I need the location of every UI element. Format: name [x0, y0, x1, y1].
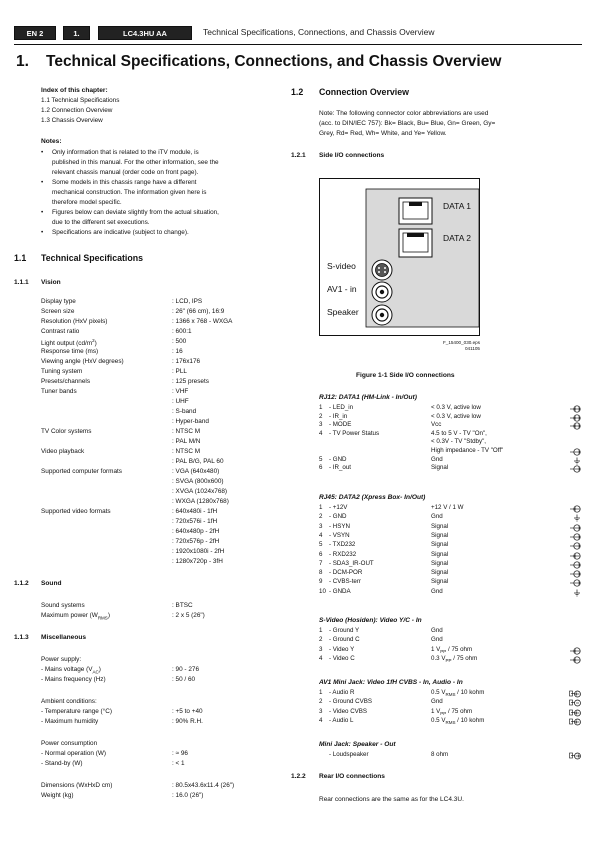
- chapter-badge-text: 1.: [73, 28, 80, 38]
- pin-description-value: Gnd: [431, 698, 443, 706]
- pin-description: Signal: [431, 541, 449, 549]
- spec-label: Supported video formats: [41, 508, 111, 515]
- spec-value: : WXGA (1280x768): [172, 498, 229, 505]
- pin-description: [431, 646, 472, 654]
- pin-name: - Video Y: [329, 645, 355, 653]
- pin-name: - HSYN: [329, 522, 350, 530]
- pin-number: 1: [319, 689, 323, 696]
- spec-row: [41, 298, 203, 305]
- pin-row: [319, 636, 581, 645]
- color-note-line: Note: The following connector color abbreviations are used: [319, 110, 489, 117]
- pin-name: - CVBS-terr: [329, 578, 361, 586]
- spec-label: Viewing angle (HxV degrees): [41, 358, 124, 365]
- pin-description-subscript: PP: [440, 710, 447, 716]
- spec-label: TV Color systems: [41, 428, 92, 435]
- index-item: 1.3 Chassis Overview: [41, 117, 103, 124]
- spec-value: : PAL B/G, PAL 60: [172, 458, 224, 465]
- spec-value: : 90 - 276: [172, 666, 200, 673]
- subsection-title: Vision: [41, 279, 61, 286]
- spec-value: : 125 presets: [172, 378, 209, 385]
- pin-name: - Loudspeaker: [329, 751, 369, 758]
- note-line: Only information that is related to the iTV module, is: [52, 149, 199, 156]
- spec-value: : 26" (66 cm), 16:9: [172, 308, 225, 315]
- output-arrow-icon: [569, 561, 581, 569]
- spec-value: : 176x176: [172, 358, 201, 365]
- pin-description: Signal: [431, 559, 449, 567]
- pin-description-tail: / 75 ohm: [446, 707, 473, 715]
- note-item: • Figures below can deviate slightly from the actual situation, due to the different set executions.: [41, 208, 261, 228]
- pin-name: - GND: [329, 455, 347, 463]
- spec-value: : 16.0 (26"): [172, 792, 204, 799]
- pin-description: Gnd: [431, 627, 443, 634]
- pin-description: [431, 655, 477, 663]
- pin-description: Signal: [431, 522, 449, 530]
- spec-row: [41, 708, 203, 715]
- color-note: [319, 109, 495, 138]
- subsection-title: Sound: [41, 580, 62, 587]
- pin-description: Gnd: [431, 455, 443, 463]
- pin-row: [319, 588, 581, 597]
- subsection-number: 1.2.2: [291, 773, 306, 780]
- spec-row: [41, 358, 201, 365]
- av1-label: AV1 - in: [327, 284, 357, 294]
- output-arrow-icon: [569, 465, 581, 473]
- pin-name: - RXD232: [329, 550, 357, 558]
- spec-value: : NTSC M: [172, 448, 201, 455]
- pin-description: Gnd: [431, 587, 443, 595]
- spec-label: Sound systems: [41, 602, 85, 609]
- spec-value: : 90% R.H.: [172, 718, 203, 725]
- spec-row: [41, 792, 204, 799]
- input-arrow-icon: [569, 552, 581, 560]
- pin-number: 7: [319, 559, 323, 567]
- model-badge: [98, 26, 192, 40]
- pin-name: - Video CVBS: [329, 707, 368, 715]
- spec-label: Dimensions (WxHxD cm): [41, 782, 113, 789]
- color-note-line: Grey, Rd= Red, Wh= White, and Ye= Yellow.: [319, 129, 447, 137]
- spec-label: Video playback: [41, 448, 85, 455]
- av1-table-title: AV1 Mini Jack: Video 1fH CVBS - In, Audio - In: [319, 679, 463, 686]
- pin-description-tail: / 10 kohm: [455, 716, 485, 724]
- rj45-contacts: [407, 233, 424, 237]
- pin-row: [319, 464, 581, 473]
- spec-value: : 640x480i - 1fH: [172, 508, 218, 515]
- pin-number: 3: [319, 645, 323, 653]
- spec-label: - Stand-by (W): [41, 760, 83, 767]
- spec-value: : VGA (640x480): [172, 468, 220, 475]
- pin-name: - TV Power Status: [329, 429, 380, 437]
- note-line: Specifications are indicative (subject to change).: [52, 229, 189, 236]
- pin-row: [319, 698, 581, 707]
- header-rule: [14, 44, 582, 45]
- pin-row: [319, 646, 581, 655]
- pin-number: 2: [319, 513, 323, 521]
- spec-label: Light output (cd/m: [41, 340, 93, 348]
- pin-description-subscript: RMS: [445, 720, 456, 726]
- spec-value: : 1366 x 768 - WXGA: [172, 318, 233, 325]
- subsection-number: 1.1.2: [14, 580, 29, 587]
- spec-row: [41, 760, 185, 767]
- spec-value: : 2 x 5 (26"): [172, 612, 205, 619]
- note-item: • Some models in this chassis range have a different mechanical construction. The information given here is therefore model specific.: [41, 178, 261, 207]
- output-arrow-icon: [569, 533, 581, 541]
- note-item: • Only information that is related to the iTV module, is published in this manual. For the other information, see the relevant chassis manual (order code on front page).: [41, 148, 261, 177]
- index-item: 1.1 Technical Specifications: [41, 97, 120, 104]
- spec-group-label: Ambient conditions:: [41, 698, 97, 705]
- spec-label: Display type: [41, 298, 76, 305]
- spec-row: [41, 718, 203, 725]
- pin-description-value: 1 V: [431, 707, 441, 715]
- spec-label: - Normal operation (W): [41, 750, 106, 757]
- pin-row: [319, 551, 581, 560]
- pin-number: 4: [319, 429, 323, 437]
- spec-label: Contrast ratio: [41, 328, 80, 335]
- pin-description: High impedance - TV "Off": [431, 447, 504, 454]
- pin-name: - IR_in: [329, 412, 348, 420]
- pin-number: 3: [319, 707, 323, 715]
- pin-number: 6: [319, 550, 323, 558]
- pin-row: [319, 532, 581, 541]
- pin-row: [319, 504, 581, 513]
- chapter-title: [16, 53, 501, 71]
- spec-label-subscript: AC: [92, 669, 99, 675]
- pin-row: [319, 560, 581, 569]
- subsection-number: 1.1.1: [14, 279, 29, 286]
- section-number: 1.2: [291, 87, 304, 97]
- chapter-badge: [63, 26, 90, 40]
- av1-jack-center: [380, 290, 384, 294]
- spec-label: Tuner bands: [41, 388, 77, 395]
- svideo-table-title: S-Video (Hosiden): Video Y/C - In: [319, 617, 422, 624]
- language-badge: [14, 26, 56, 40]
- pin-description-value: 0.5 V: [431, 689, 446, 696]
- subsection-title: Side I/O connections: [319, 152, 385, 159]
- note-line: due to the different set executions.: [52, 218, 150, 226]
- spec-label-tail: ): [107, 612, 110, 619]
- spec-label: - Mains voltage (V: [41, 666, 93, 673]
- pin-name: - Audio R: [329, 689, 355, 696]
- spec-group-label: Power consumption: [41, 740, 98, 747]
- pin-row: [319, 578, 581, 587]
- pin-description: < 0.3 V, active low: [431, 404, 481, 411]
- spec-label: - Maximum humidity: [41, 718, 99, 725]
- spec-label-subscript: RMS: [97, 615, 108, 621]
- pin-name: - LED_in: [329, 404, 354, 411]
- output-arrow-icon: [569, 579, 581, 587]
- figure-file-name: F_15400_030.eps: [442, 340, 480, 345]
- pin-number: 10: [319, 587, 326, 595]
- spec-value: : +5 to +40: [172, 708, 203, 715]
- pin-description: [431, 689, 484, 697]
- chapter-title-text: Technical Specifications, Connections, and Chassis Overview: [46, 53, 502, 70]
- spec-row: [41, 318, 233, 325]
- spec-value: : 500: [172, 338, 187, 345]
- spec-value: : BTSC: [172, 602, 193, 609]
- pin-name: - +12V: [329, 504, 348, 511]
- note-line: mechanical construction. The information given here is: [52, 188, 207, 196]
- input-arrow-icon: [569, 505, 581, 513]
- side-io-figure: [319, 178, 480, 336]
- pin-row: [319, 523, 581, 532]
- pin-number: 2: [319, 412, 323, 420]
- spec-value: : XVGA (1024x768): [172, 488, 228, 495]
- spec-label: Response time (ms): [41, 348, 99, 355]
- running-header-title: Technical Specifications, Connections, and Chassis Overview: [203, 27, 435, 37]
- pin-name: - GNDA: [329, 587, 351, 595]
- section-number: 1.1: [14, 253, 27, 263]
- minijack-table-title: Mini Jack: Speaker - Out: [319, 741, 396, 748]
- pin-description: 4.5 to 5 V - TV "On",: [431, 429, 487, 437]
- language-badge-text: EN 2: [26, 28, 44, 38]
- pin-row: [319, 689, 581, 698]
- pin-number: 4: [319, 531, 323, 539]
- pin-row: [319, 627, 581, 636]
- pin-description: +12 V / 1 W: [431, 504, 464, 511]
- figure-file-ref: [420, 340, 480, 352]
- spec-value: : 720x576p - 2fH: [172, 538, 220, 545]
- spec-row: [41, 602, 193, 609]
- pin-description: Signal: [431, 578, 449, 586]
- data1-label: DATA 1: [443, 201, 472, 211]
- pin-number: 6: [319, 464, 323, 472]
- spec-row: [41, 508, 218, 515]
- spec-value: : 640x480p - 2fH: [172, 528, 220, 535]
- pin-description-value: 0.3 V: [431, 654, 446, 662]
- rj45-table-title: RJ45: DATA2 (Xpress Box- In/Out): [319, 494, 426, 501]
- pin-row: [319, 751, 581, 760]
- pin-description: [431, 698, 443, 705]
- notes-heading: Notes:: [41, 138, 62, 145]
- spec-value: : 80.5x43.6x11.4 (26"): [172, 782, 235, 789]
- note-line: published in this manual. For the other information, see the: [52, 158, 219, 166]
- spec-row: [41, 676, 196, 683]
- pin-number: 8: [319, 569, 323, 577]
- subsection-title: Miscellaneous: [41, 634, 87, 641]
- pin-number: 4: [319, 654, 323, 662]
- pin-description: Signal: [431, 569, 449, 577]
- pin-description-subscript: RMS: [445, 692, 456, 698]
- spec-row: [41, 388, 189, 395]
- speaker-jack-center: [380, 313, 384, 317]
- pin-description: Gnd: [431, 636, 443, 644]
- spec-value: : UHF: [172, 398, 189, 405]
- note-line: relevant chassis manual (order code on front page).: [52, 168, 199, 176]
- pin-number: 5: [319, 541, 323, 549]
- pin-description: Signal: [431, 464, 449, 472]
- ground-icon: [569, 589, 581, 597]
- index-item: 1.2 Connection Overview: [41, 107, 113, 114]
- pin-number: 5: [319, 455, 323, 463]
- spec-label: - Mains frequency (Hz): [41, 676, 106, 683]
- spec-value: : 600:1: [172, 328, 192, 335]
- pin-number: 1: [319, 404, 323, 411]
- pin-description: Signal: [431, 531, 449, 539]
- pin-description: < 0.3 V, active low: [431, 412, 481, 420]
- spec-value: : SVGA (800x600): [172, 478, 224, 485]
- spec-value: : PLL: [172, 368, 187, 375]
- jack-symbol-icon: [569, 752, 581, 760]
- spec-row: [41, 338, 187, 348]
- note-line: Some models in this chassis range have a different: [52, 179, 197, 186]
- pin-number: 9: [319, 578, 323, 586]
- pin-row: [319, 655, 581, 664]
- spec-value: : S-band: [172, 408, 197, 415]
- chapter-number: 1.: [16, 53, 29, 70]
- input-arrow-icon: [569, 656, 581, 664]
- jack-symbol-icon: [569, 699, 581, 707]
- pin-row: [319, 569, 581, 578]
- pin-name: - VSYN: [329, 531, 350, 539]
- spec-row: [41, 428, 201, 435]
- rj12-table-title: RJ12: DATA1 (HM-Link - In/Out): [319, 394, 417, 401]
- spec-label: Weight (kg): [41, 792, 74, 799]
- pin-number: 3: [319, 421, 323, 429]
- jack-symbol-icon: [569, 718, 581, 726]
- pin-description-subscript: PP: [440, 648, 447, 654]
- pin-number: 1: [319, 504, 323, 511]
- spec-label-tail: ): [98, 666, 101, 673]
- pin-description: < 0.3V - TV "Stdby",: [431, 438, 487, 446]
- spec-row: [41, 782, 235, 789]
- jack-symbol-icon: [569, 709, 581, 717]
- spec-value: : 16: [172, 348, 183, 355]
- pin-description-value: 1 V: [431, 645, 441, 653]
- spec-label: Maximum power (W: [41, 612, 98, 619]
- pin-row: [319, 541, 581, 550]
- spec-label-superscript: 2: [92, 338, 95, 343]
- spec-row: [41, 612, 205, 621]
- pin-description: Signal: [431, 550, 449, 558]
- pin-description-tail: / 75 ohm: [446, 645, 473, 653]
- rear-io-text: Rear connections are the same as for the LC4.3U.: [319, 796, 464, 803]
- pin-number: 2: [319, 636, 323, 644]
- pin-name: - Video C: [329, 654, 355, 662]
- pin-row: [319, 708, 581, 717]
- pin-description: Gnd: [431, 513, 443, 521]
- spec-value: : ≈ 96: [172, 750, 188, 757]
- spec-value: : LCD, IPS: [172, 298, 203, 305]
- spec-label: Screen size: [41, 308, 75, 315]
- section-title: Technical Specifications: [41, 253, 144, 263]
- pin-number: 2: [319, 698, 323, 706]
- output-arrow-icon: [569, 570, 581, 578]
- spec-label: Tuning system: [41, 368, 83, 375]
- jack-symbol-icon: [569, 690, 581, 698]
- pin-description: 8 ohm: [431, 751, 449, 758]
- pin-description-tail: / 75 ohm: [451, 654, 478, 662]
- pin-name: - Ground CVBS: [329, 698, 372, 706]
- pin-name: - DCM-POR: [329, 569, 363, 577]
- note-line: Figures below can deviate slightly from the actual situation,: [52, 209, 219, 216]
- pin-description-value: 0.5 V: [431, 716, 446, 724]
- spec-row: [41, 308, 225, 315]
- note-item: • Specifications are indicative (subject to change).: [41, 228, 261, 238]
- spec-value: : 1920x1080i - 2fH: [172, 548, 225, 555]
- spec-value: : PAL M/N: [172, 438, 201, 445]
- pin-number: 3: [319, 522, 323, 530]
- ground-icon: [569, 514, 581, 522]
- svideo-label: S-video: [327, 261, 356, 271]
- note-line: therefore model specific.: [52, 198, 122, 206]
- pin-name: - GND: [329, 513, 347, 521]
- pin-number: 4: [319, 716, 323, 724]
- pin-description-subscript: PP: [445, 658, 452, 664]
- color-note-line: (acc. to DIN/IEC 757): Bk= Black, Bu= Blue, Gn= Green, Gy=: [319, 119, 496, 127]
- output-arrow-icon: [569, 524, 581, 532]
- input-arrow-icon: [569, 647, 581, 655]
- spec-row: [41, 666, 200, 675]
- speaker-label: Speaker: [327, 307, 359, 317]
- pin-description: [431, 708, 472, 716]
- pin-name: - Ground Y: [329, 627, 360, 634]
- model-badge-text: LC4.3HU AA: [123, 28, 167, 38]
- spec-row: [41, 348, 183, 355]
- rj12-contacts: [409, 202, 422, 206]
- spec-group-label: Power supply:: [41, 656, 82, 663]
- spec-label: Resolution (HxV pixels): [41, 318, 108, 325]
- spec-value: : < 1: [172, 760, 185, 767]
- pin-name: - Audio L: [329, 716, 354, 724]
- spec-value: : 50 / 60: [172, 676, 196, 683]
- spec-row: [41, 448, 201, 455]
- spec-label: Supported computer formats: [41, 468, 122, 475]
- pin-description: [431, 717, 484, 725]
- output-arrow-icon: [569, 542, 581, 550]
- subsection-number: 1.1.3: [14, 634, 29, 641]
- pin-name: - MODE: [329, 421, 352, 429]
- data2-label: DATA 2: [443, 233, 472, 243]
- spec-value: : Hyper-band: [172, 418, 209, 425]
- pin-number: 1: [319, 627, 323, 634]
- pin-name: - IR_out: [329, 464, 352, 472]
- spec-value: : 1280x720p - 3fH: [172, 558, 223, 565]
- subsection-number: 1.2.1: [291, 152, 306, 159]
- figure-file-date: 041105: [465, 346, 480, 351]
- spec-value: : NTSC M: [172, 428, 201, 435]
- spec-label-tail: ): [94, 340, 97, 348]
- svideo-jack-center: [376, 264, 389, 277]
- figure-caption: Figure 1-1 Side I/O connections: [356, 372, 455, 379]
- spec-value: : 720x576i - 1fH: [172, 518, 218, 525]
- pin-row: [319, 513, 581, 522]
- spec-label: - Temperature range (°C): [41, 708, 112, 715]
- pin-row: [319, 717, 581, 726]
- pin-name: - Ground C: [329, 636, 360, 644]
- spec-row: [41, 378, 209, 385]
- spec-label: Presets/channels: [41, 378, 91, 385]
- spec-row: [41, 368, 187, 375]
- section-title: Connection Overview: [319, 87, 409, 97]
- spec-row: [41, 328, 192, 335]
- spec-value: : VHF: [172, 388, 189, 395]
- spec-row: [41, 750, 188, 757]
- spec-row: [41, 468, 220, 475]
- index-heading: Index of this chapter:: [41, 87, 108, 94]
- pin-name: - SDA3_IR-OUT: [329, 559, 374, 567]
- pin-name: - TXD232: [329, 541, 356, 549]
- subsection-title: Rear I/O connections: [319, 773, 385, 780]
- pin-description-tail: / 10 kohm: [455, 689, 485, 696]
- pin-description: Vcc: [431, 421, 442, 429]
